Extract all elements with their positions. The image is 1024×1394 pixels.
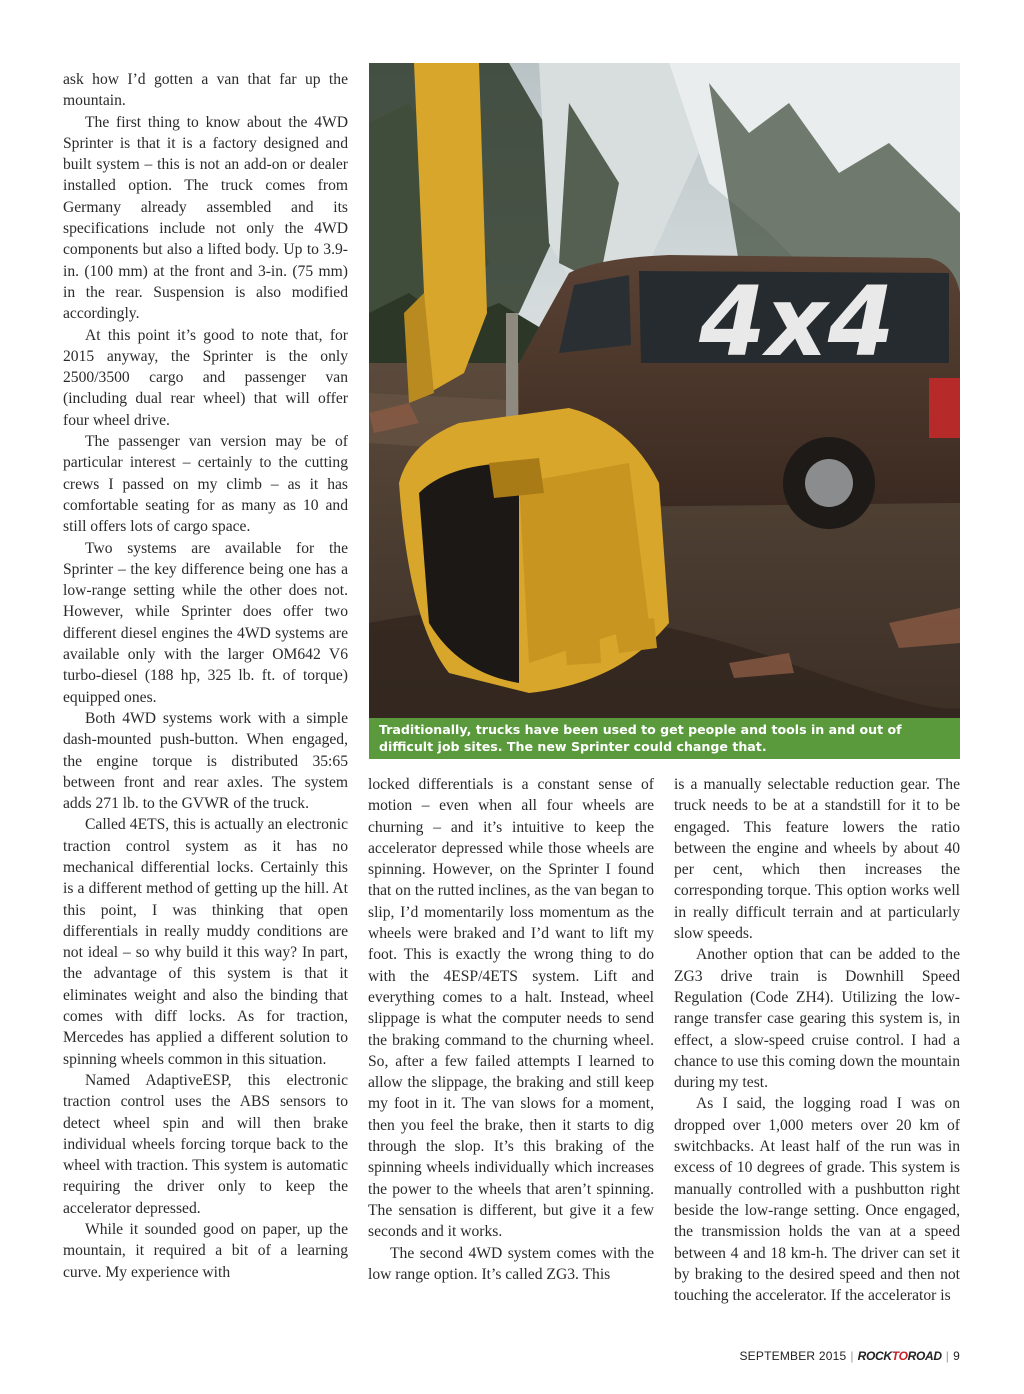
paragraph: Both 4WD systems work with a simple dash-mounted push-button. When engaged, the engine torque is distributed 35:65 between front and rear axles. The system adds 271 lb. to the GVWR of the truck.	[63, 709, 348, 813]
paragraph: The second 4WD system comes with the low range option. It’s called ZG3. This	[368, 1244, 654, 1283]
magazine-logo: ROCKTOROAD	[857, 1349, 942, 1363]
footer-separator: |	[945, 1349, 950, 1363]
article-column-1	[63, 69, 348, 1283]
paragraph: is a manually selectable reduction gear. The truck needs to be at a standstill for it to be engaged. This feature lowers the ratio between the engine and wheels by about 40 per cent, which then increases the corresponding torque. This option works well in really difficult terrain and at particularly slow speeds.	[674, 776, 960, 943]
photo-caption: Traditionally, trucks have been used to get people and tools in and out of difficult job sites. The new Sprinter could change that.	[369, 718, 960, 759]
paragraph: At this point it’s good to note that, for 2015 anyway, the Sprinter is the only 2500/3500 cargo and passenger van (including dual rear wheel) that will offer four wheel drive.	[63, 326, 348, 429]
paragraph: ask how I’d gotten a van that far up the mountain.	[63, 71, 348, 110]
paragraph: Called 4ETS, this is actually an electronic traction control system as it has no mechanical differential locks. Certainly this is a different method of getting up the hill. At this point, I was thinking that open differentials in really muddy conditions are not ideal – so why build it this way? In part, the advantage of this system is that it eliminates weight and also the binding that comes with diff locks. As for traction, Mercedes has applied a different solution to spinning wheels common in this situation.	[63, 816, 348, 1068]
page-footer	[739, 1349, 960, 1363]
paragraph: Another option that can be added to the ZG3 drive train is Downhill Speed Regulation (Code ZH4). Utilizing the low-range transfer case gearing this system is, in effect, a slow-speed cruise control. I had a chance to use this coming down the mountain during my test.	[674, 946, 960, 1092]
paragraph: The first thing to know about the 4WD Sprinter is that it is a factory designed and built system – this is not an add-on or dealer installed option. The truck comes from Germany already assembled and its specifications include not only the 4WD components but also a lifted body. Up to 3.9-in. (100 mm) at the front and 3-in. (75 mm) in the rear. Suspension is also modified accordingly.	[63, 113, 348, 323]
paragraph: The passenger van version may be of particular interest – certainly to the cutting crews I passed on my climb – as it has comfortable seating for as many as 10 and still offers lots of cargo space.	[63, 433, 348, 536]
article-column-3	[674, 774, 960, 1306]
paragraph: As I said, the logging road I was on dropped over 1,000 meters over 20 km of switchbacks. At least half of the run was in excess of 10 degrees of grade. This system is manually controlled with a pushbutton right beside the low-range setting. Once engaged, the transmission holds the van at a speed between 4 and 18 km-h. The driver can set it by braking to the desired speed and then not touching the accelerator. If the accelerator is	[674, 1095, 960, 1305]
van-decal: 4x4	[699, 266, 895, 378]
paragraph: Named AdaptiveESP, this electronic traction control uses the ABS sensors to detect wheel spin and will then brake individual wheels forcing torque back to the wheel with traction. This system is automatic requiring the driver only to keep the accelerator depressed.	[63, 1071, 348, 1217]
footer-separator: |	[850, 1349, 854, 1363]
issue-date: SEPTEMBER 2015	[739, 1349, 847, 1363]
paragraph: locked differentials is a constant sense of motion – even when all four wheels are churning – and it’s intuitive to keep the accelerator depressed while those wheels are spinning. However, on the Sprinter I found that on the rutted inclines, as the van began to slip, I’d momentarily loss momentum as the wheels were braked and I’d want to lift my foot. This is exactly the wrong thing to do with the 4ESP/4ETS system. Lift and everything comes to a halt. Instead, wheel slippage is what the computer needs to send the braking command to the churning wheel. So, after a few failed attempts I learned to allow the slippage, the braking and still keep my foot in it. The van slows for a moment, then you feel the brake, then it starts to dig through the slop. It’s this braking of the spinning wheels individually which increases the power to the wheels that aren’t spinning. The sensation is different, but give it a few seconds and it works.	[368, 776, 654, 1241]
paragraph: Two systems are available for the Sprinter – the key difference being one has a low-range setting while the other does not. However, while Sprinter does offer two different diesel engines the 4WD systems are available only with the larger OM642 V6 turbo-diesel (188 hp, 325 lb. ft. of torque) equipped ones.	[63, 539, 348, 706]
paragraph: While it sounded good on paper, up the mountain, it required a bit of a learning curve. My experience with	[63, 1221, 348, 1281]
page-number: 9	[953, 1349, 960, 1363]
article-column-2	[368, 774, 654, 1285]
article-photo	[369, 63, 960, 718]
